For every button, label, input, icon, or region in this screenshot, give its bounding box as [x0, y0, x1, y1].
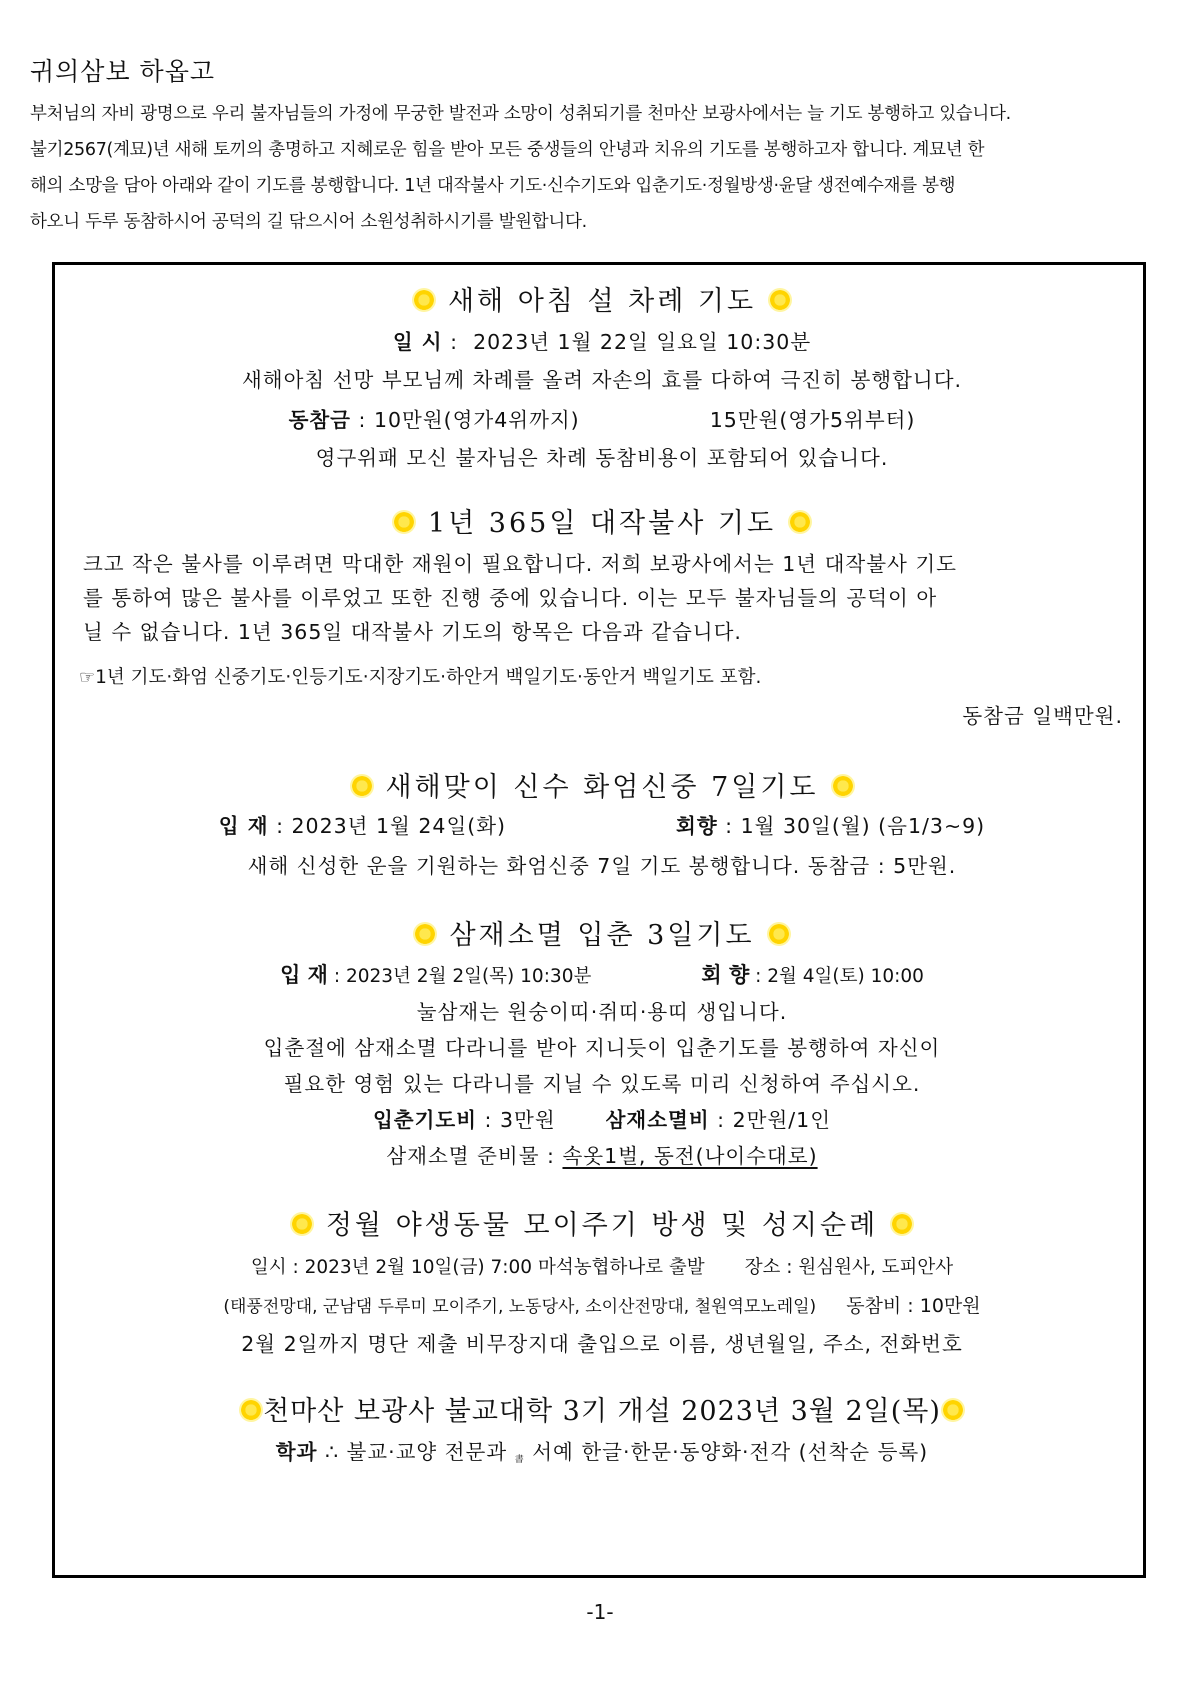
intro-line: 하오니 두루 동참하시어 공덕의 길 닦으시어 소원성취하시기를 발원합니다. — [30, 212, 587, 232]
intro-line: 해의 소망을 담아 아래와 같이 기도를 봉행합니다. 1년 대작불사 기도·신수기도와 입춘기도·정월방생·윤달 생전예수재를 봉행 — [30, 176, 956, 196]
s4-fee1-value: 3만원 — [499, 1108, 556, 1132]
s2-paragraph-line: 크고 작은 불사를 이루려면 막대한 재원이 필요합니다. 저희 보광사에서는 1년 대작불사 기도 — [83, 552, 957, 576]
section-title-new-year-rite: 새해 아침 설 차례 기도 — [55, 279, 1149, 318]
s4-line-3: 필요한 영험 있는 다라니를 지닐 수 있도록 미리 신청하여 주십시오. — [283, 1072, 921, 1096]
section-title-new-year-fortune: 새해맞이 신수 화엄신중 7일기도 — [55, 765, 1149, 804]
section-title-buddhist-college: 천마산 보광사 불교대학 3기 개설 2023년 3월 2일(목) — [55, 1389, 1149, 1428]
s4-line-2: 입춘절에 삼재소멸 다라니를 받아 지니듯이 입춘기도를 봉행하여 자신이 — [263, 1036, 941, 1060]
flower-icon — [833, 776, 853, 796]
s4-start-label: 입 재 — [280, 963, 328, 987]
intro-line: 부처님의 자비 광명으로 우리 불자님들의 가정에 무궁한 발전과 소망이 성취되기를 천마산 보광사에서는 늘 기도 봉행하고 있습니다. — [30, 104, 1011, 124]
flower-icon — [394, 512, 414, 532]
s1-fee-row: 동참금 : 10만원(영가4위까지) 15만원(영가5위부터) — [288, 408, 916, 432]
section-title-ipchun: 삼재소멸 입춘 3일기도 — [55, 913, 1149, 952]
s6-dept-2: 서예 한글·한문·동양화·전각 (선착순 등록) — [532, 1440, 929, 1464]
flower-icon — [241, 1400, 261, 1420]
s3-start-value: 2023년 1월 24일(화) — [291, 814, 507, 838]
s1-fee-1: 10만원(영가4위까지) — [373, 408, 580, 432]
s2-items: ☞1년 기도·화엄 신중기도·인등기도·지장기도·하안거 백일기도·동안거 백일기도 포함. — [79, 667, 762, 688]
s4-start-value: 2023년 2월 2일(목) 10:30분 — [345, 966, 592, 987]
s5-place: 장소 : 원심원사, 도피안사 — [744, 1257, 954, 1278]
flower-icon — [415, 924, 435, 944]
s5-date-place-row — [55, 1253, 1149, 1279]
s4-prep-row — [55, 1139, 1149, 1169]
s1-note: 영구위패 모신 불자님은 차례 동참비용이 포함되어 있습니다. — [315, 446, 889, 470]
s4-line-1: 눌삼재는 원숭이띠·쥐띠·용띠 생입니다. — [416, 1000, 788, 1024]
intro-line: 불기2567(계묘)년 새해 토끼의 총명하고 지혜로운 힘을 받아 모든 중생들의 안녕과 치유의 기도를 봉행하고자 합니다. 계묘년 한 — [30, 140, 985, 160]
flower-icon — [892, 1214, 912, 1234]
flower-icon — [790, 512, 810, 532]
flower-icon — [943, 1400, 963, 1420]
greeting: 귀의삼보 하옵고 — [30, 57, 215, 86]
calligraphy-mark-icon: 書 — [514, 1455, 525, 1465]
flower-icon — [769, 924, 789, 944]
flower-icon — [292, 1214, 312, 1234]
flower-icon — [770, 290, 790, 310]
s1-description: 새해아침 선망 부모님께 차례를 올려 자손의 효를 다하여 극진히 봉행합니다. — [241, 368, 963, 392]
s4-dates-row: 입 재 : 2023년 2월 2일(목) 10:30분 회 향 : 2월 4일(토) 10:00 — [280, 963, 924, 987]
s3-start-label: 입 재 — [218, 814, 269, 838]
s4-fee2-label: 삼재소멸비 — [605, 1108, 710, 1132]
s4-fee1-label: 입춘기도비 — [373, 1108, 478, 1132]
notice-box — [52, 262, 1146, 1578]
s5-note: 2월 2일까지 명단 제출 비무장지대 출입으로 이름, 생년월일, 주소, 전화번호 — [241, 1332, 963, 1356]
s5-fee: 동참비 : 10만원 — [846, 1295, 981, 1317]
s4-fee2-value: 2만원/1인 — [732, 1108, 831, 1132]
s1-fee-2: 15만원(영가5위부터) — [709, 408, 916, 432]
s2-fee: 동참금 일백만원. — [962, 704, 1123, 728]
s3-description: 새해 신성한 운을 기원하는 화엄신중 7일 기도 봉행합니다. 동참금 : 5만원. — [247, 854, 957, 878]
s4-end-label: 회 향 — [701, 963, 750, 987]
s3-end-label: 회향 — [676, 814, 718, 838]
s6-dept-1: ∴ 불교·교양 전문과 — [324, 1440, 508, 1464]
flower-icon — [414, 290, 434, 310]
s4-end-value: 2월 4일(토) 10:00 — [767, 966, 924, 987]
s4-prep-value: 속옷1벌, 동전(나이수대로) — [562, 1144, 818, 1168]
s2-paragraph-line: 닐 수 없습니다. 1년 365일 대작불사 기도의 항목은 다음과 같습니다. — [83, 620, 742, 644]
s4-fee-row: 입춘기도비 : 3만원 삼재소멸비 : 2만원/1인 — [373, 1108, 831, 1132]
hand-pointer-icon: ☞ — [79, 667, 96, 688]
s1-date-row: 일 시 : 2023년 1월 22일 일요일 10:30분 — [392, 330, 812, 354]
section-title-release-pilgrimage: 정월 야생동물 모이주기 방생 및 성지순례 — [55, 1203, 1149, 1242]
flower-icon — [352, 776, 372, 796]
s1-date-label: 일 시 — [392, 330, 443, 354]
s1-fee-label: 동참금 — [288, 408, 351, 432]
s5-route-row — [55, 1291, 1149, 1318]
page-number: -1- — [586, 1600, 614, 1624]
s4-prep-label: 삼재소멸 준비물 : — [386, 1144, 555, 1168]
section-title-year-prayer: 1년 365일 대작불사 기도 — [55, 501, 1149, 540]
s3-end-value: 1월 30일(월) (음1/3~9) — [740, 814, 986, 838]
s3-dates-row: 입 재 : 2023년 1월 24일(화) 회향 : 1월 30일(월) (음1/3~9) — [218, 814, 986, 838]
s2-paragraph-line: 를 통하여 많은 불사를 이루었고 또한 진행 중에 있습니다. 이는 모두 불자님들의 공덕이 아 — [83, 586, 938, 610]
s1-date-value: 2023년 1월 22일 일요일 10:30분 — [473, 330, 812, 354]
s5-route: (태풍전망대, 군남댐 두루미 모이주기, 노동당사, 소이산전망대, 철원역모노레일) — [223, 1297, 817, 1317]
s6-departments-row — [55, 1435, 1149, 1465]
intro-paragraph — [30, 96, 1180, 240]
s6-dept-label: 학과 — [275, 1440, 318, 1464]
s5-date: 일시 : 2023년 2월 10일(금) 7:00 마석농협하나로 출발 — [250, 1257, 705, 1278]
